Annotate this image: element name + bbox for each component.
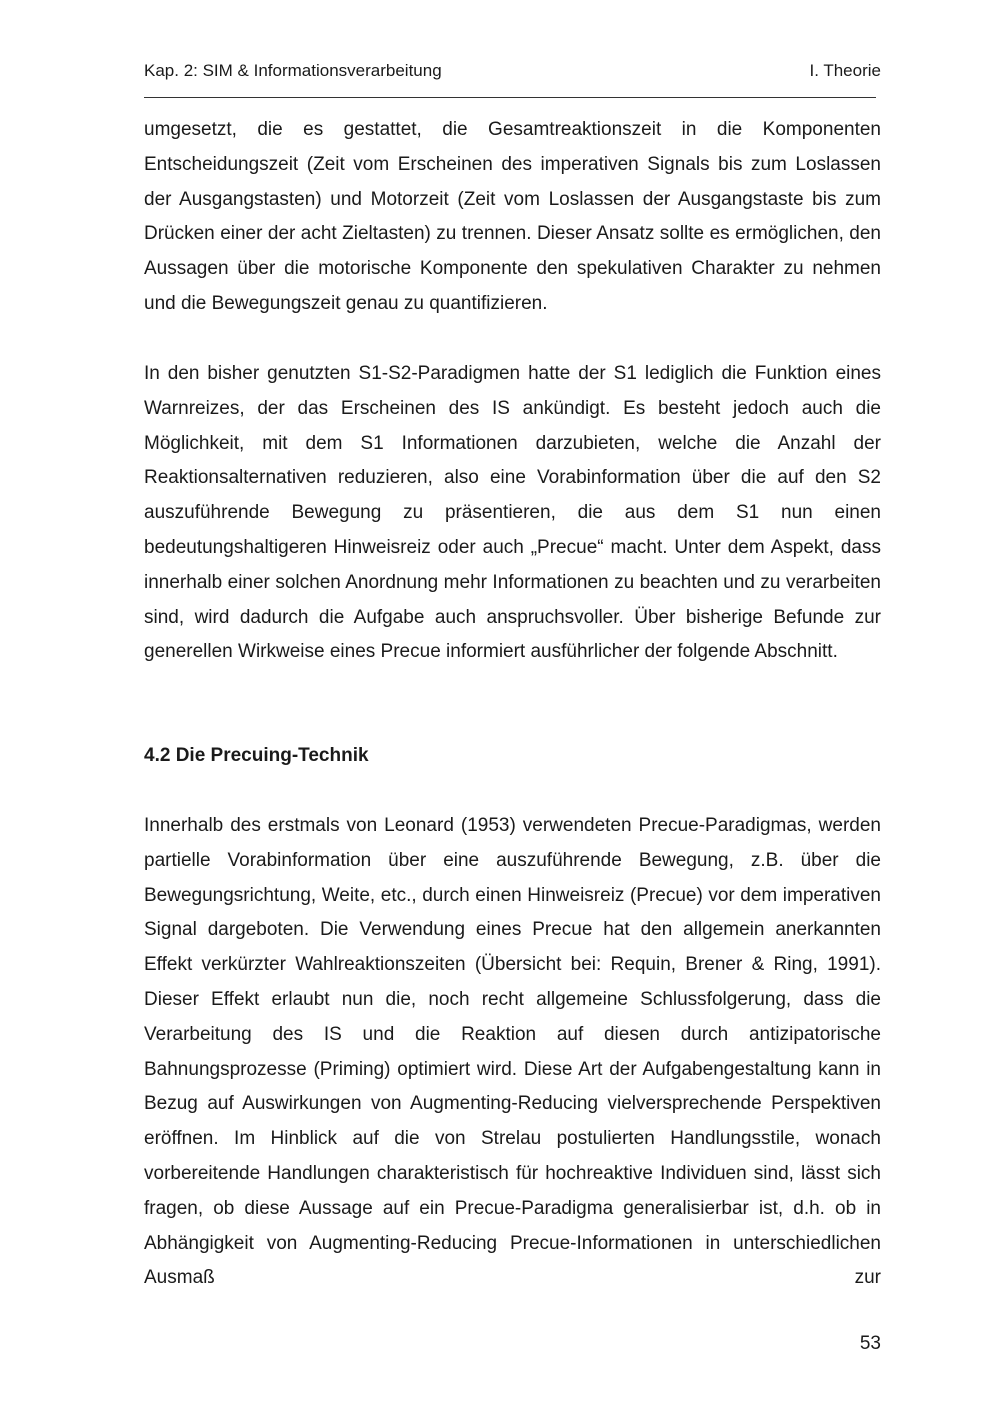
header-chapter-title: Kap. 2: SIM & Informationsverarbeitung	[144, 61, 442, 80]
body-paragraph-1: umgesetzt, die es gestattet, die Gesamtreaktionszeit in die Komponenten Entscheidungszeit (Zeit vom Erscheinen des imperativen Signals bis zum Loslassen der Ausgangstasten) und Motorzeit (Zeit vom Loslassen der Ausgangstaste bis zum Drücken einer der acht Zieltasten) zu trennen. Dieser Ansatz sollte es ermöglichen, den Aussagen über die motorische Komponente den spekulativen Charakter zu nehmen und die Bewegungszeit genau zu quantifizieren.	[144, 119, 881, 314]
header-divider	[144, 97, 876, 98]
section-heading: 4.2 Die Precuing-Technik	[144, 745, 369, 766]
body-paragraph-2: In den bisher genutzten S1-S2-Paradigmen hatte der S1 lediglich die Funktion eines Warnreizes, der das Erscheinen des IS ankündigt. Es besteht jedoch auch die Möglichkeit, mit dem S1 Informationen darzubieten, welche die Anzahl der Reaktionsalternativen reduzieren, also eine Vorabinformation über die auf den S2 auszuführende Bewegung zu präsentieren, die aus dem S1 nun einen bedeutungshaltigeren Hinweisreiz oder auch „Precue“ macht. Unter dem Aspekt, dass innerhalb einer solchen Anordnung mehr Informationen zu beachten und zu verarbeiten sind, wird dadurch die Aufgabe auch anspruchsvoller. Über bisherige Befunde zur generellen Wirkweise eines Precue informiert ausführlicher der folgende Abschnitt.	[144, 363, 881, 663]
header-part-title: I. Theorie	[809, 61, 881, 80]
page-number: 53	[859, 1333, 881, 1354]
page-header	[144, 59, 881, 83]
body-paragraph-3: Innerhalb des erstmals von Leonard (1953) verwendeten Precue-Paradigmas, werden partielle Vorabinformation über eine auszuführende Bewegung, z.B. über die Bewegungsrichtung, Weite, etc., durch einen Hinweisreiz (Precue) vor dem imperativen Signal dargeboten. Die Verwendung eines Precue hat den allgemein anerkannten Effekt verkürzter Wahlreaktionszeiten (Übersicht bei: Requin, Brener & Ring, 1991). Dieser Effekt erlaubt nun die, noch recht allgemeine Schlussfolgerung, dass die Verarbeitung des IS und die Reaktion auf diesen durch antizipatorische Bahnungsprozesse (Priming) optimiert wird. Diese Art der Aufgabengestaltung kann in Bezug auf Auswirkungen von Augmenting-Reducing vielversprechende Perspektiven eröffnen. Im Hinblick auf die von Strelau postulierten Handlungsstile, wonach vorbereitende Handlungen charakteristisch für hochreaktive Individuen sind, lässt sich fragen, ob diese Aussage auf ein Precue-Paradigma generalisierbar ist, d.h. ob in Abhängigkeit von Augmenting-Reducing Precue-Informationen in unterschiedlichen Ausmaß zur	[144, 815, 881, 1289]
